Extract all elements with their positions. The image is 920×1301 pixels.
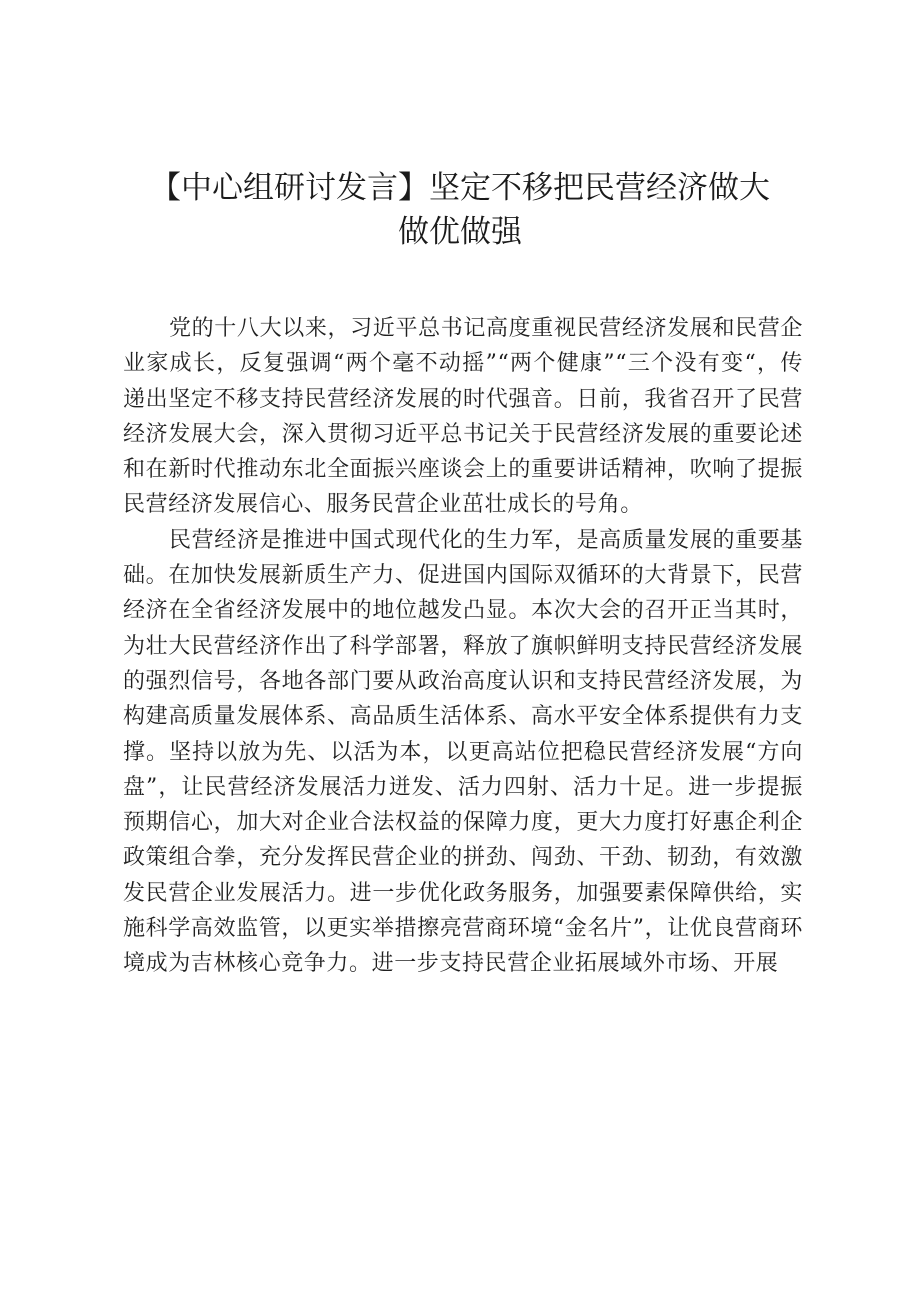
document-body: [123, 311, 803, 982]
document-title: [110, 166, 810, 254]
paragraph-1: 党的十八大以来，习近平总书记高度重视民营经济发展和民营企业家成长，反复强调“两个毫不动摇”“两个健康”“三个没有变“，传递出坚定不移支持民营经济发展的时代强音。日前，我省召开了民营经济发展大会，深入贯彻习近平总书记关于民营经济发展的重要论述和在新时代推动东北全面振兴座谈会上的重要讲话精神，吹响了提振民营经济发展信心、服务民营企业茁壮成长的号角。: [123, 316, 803, 518]
title-line-2: 做优做强: [398, 214, 522, 250]
paragraph-2: 民营经济是推进中国式现代化的生力军，是高质量发展的重要基础。在加快发展新质生产力、促进国内国际双循环的大背景下，民营经济在全省经济发展中的地位越发凸显。本次大会的召开正当其时，为壮大民营经济作出了科学部署，释放了旗帜鲜明支持民营经济发展的强烈信号，各地各部门要从政治高度认识和支持民营经济发展，为构建高质量发展体系、高品质生活体系、高水平安全体系提供有力支撑。坚持以放为先、以活为本，以更高站位把稳民营经济发展“方向盘”，让民营经济发展活力迸发、活力四射、活力十足。进一步提振预期信心，加大对企业合法权益的保障力度，更大力度打好惠企利企政策组合拳，充分发挥民营企业的拼劲、闯劲、干劲、韧劲，有效激发民营企业发展活力。进一步优化政务服务，加强要素保障供给，实施科学高效监管，以更实举措擦亮营商环境“金名片”，让优良营商环境成为吉林核心竞争力。进一步支持民营企业拓展域外市场、开展: [123, 527, 803, 977]
title-line-1: 【中心组研讨发言】坚定不移把民营经济做大: [150, 170, 770, 206]
